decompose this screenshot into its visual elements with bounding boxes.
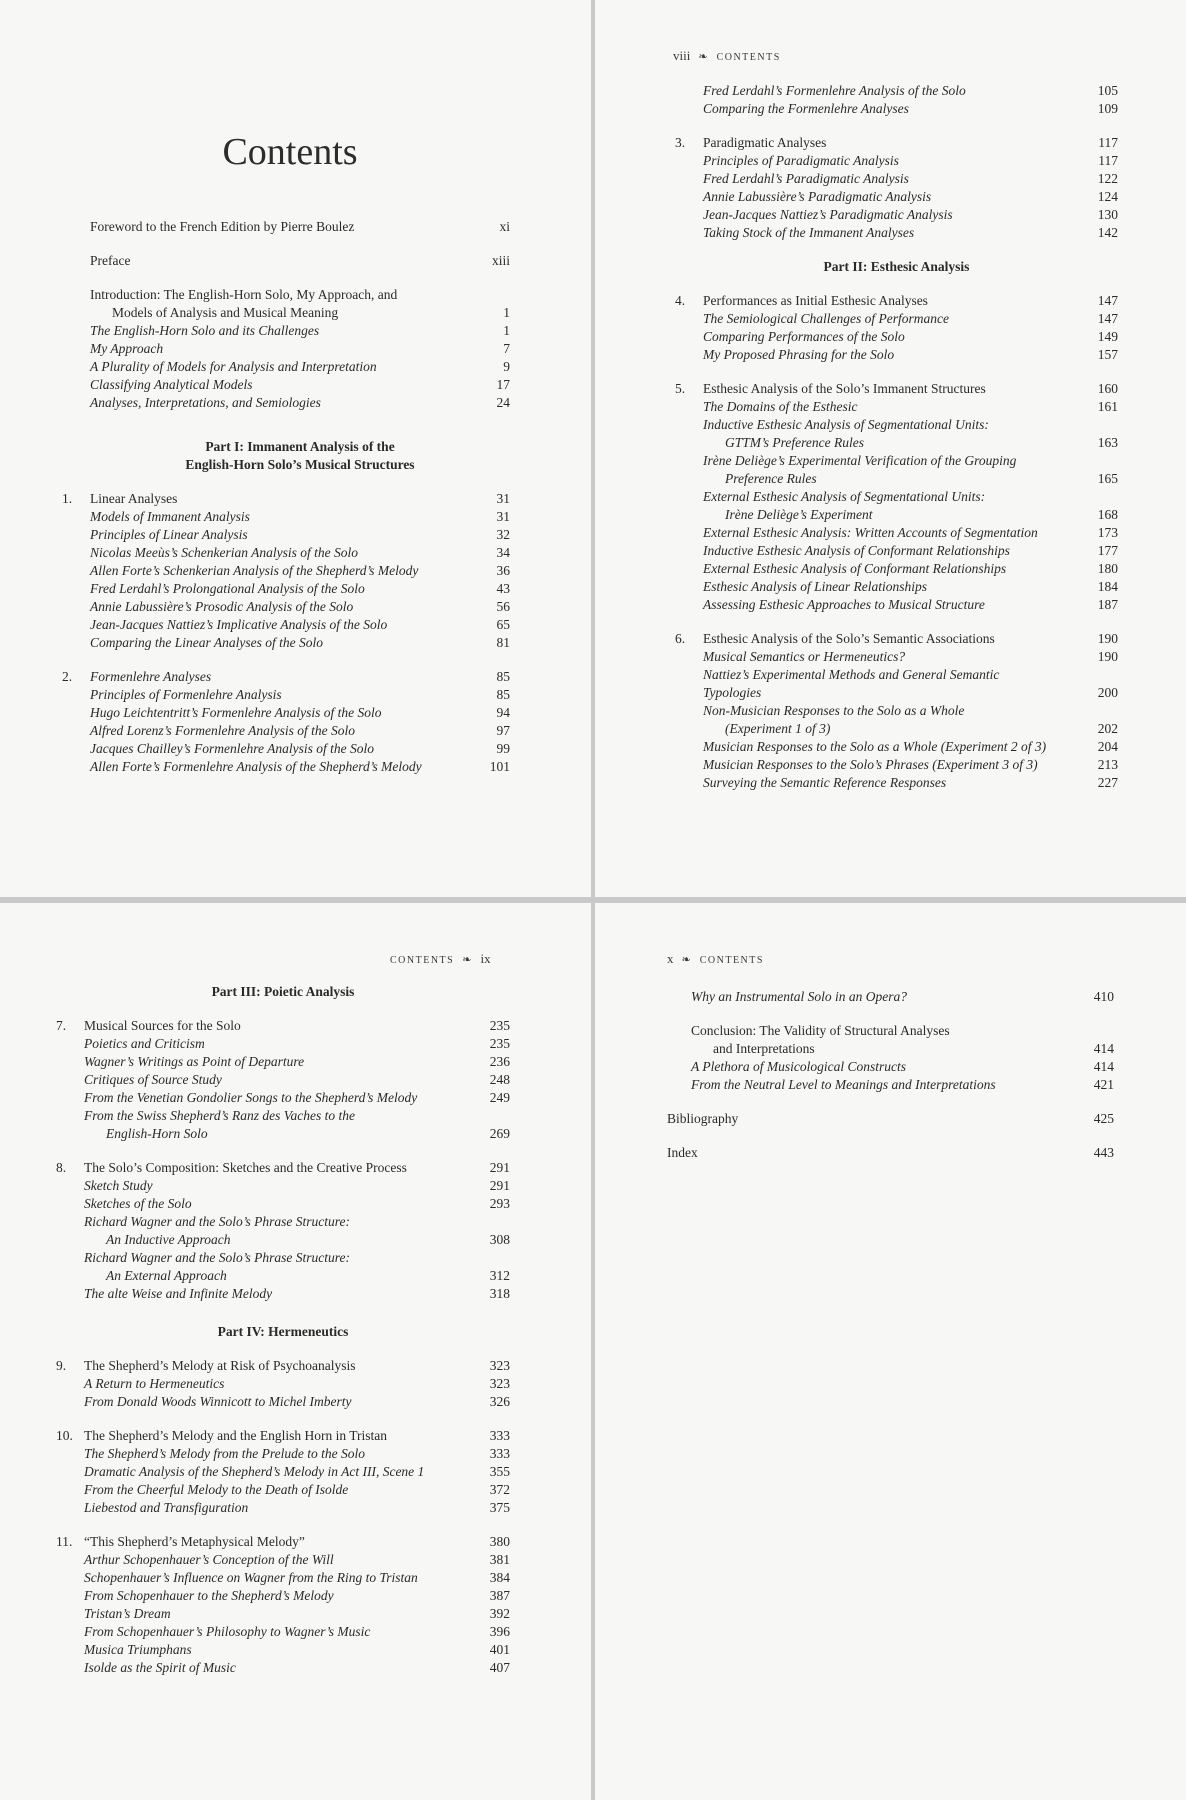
running-header xyxy=(390,951,491,967)
toc-page-2 xyxy=(595,0,1186,897)
toc-entry-chapter[interactable]: 2. Formenlehre Analyses 85 xyxy=(62,669,510,684)
fleuron-icon: ❧ xyxy=(681,954,692,966)
front-matter xyxy=(90,218,510,474)
toc-subentry[interactable]: Poietics and Criticism 235 xyxy=(84,1036,510,1051)
toc-subentry[interactable]: A Plethora of Musicological Constructs 414 xyxy=(691,1059,1114,1074)
toc-subentry[interactable]: Isolde as the Spirit of Music 407 xyxy=(84,1660,510,1675)
toc-subentry[interactable]: From the Venetian Gondolier Songs to the Shepherd’s Melody 249 xyxy=(84,1090,510,1105)
fleuron-icon: ❧ xyxy=(698,51,709,63)
toc-subentry[interactable]: Esthesic Analysis of Linear Relationships 184 xyxy=(703,579,1118,594)
toc-subentry[interactable]: Critiques of Source Study 248 xyxy=(84,1072,510,1087)
toc-subentry[interactable]: Irène Deliège’s Experimental Verification of the Grouping Preference Rules 165 xyxy=(703,453,1118,486)
toc-entry-chapter[interactable]: 7. Musical Sources for the Solo 235 xyxy=(56,1018,510,1033)
toc-subentry[interactable]: Taking Stock of the Immanent Analyses 142 xyxy=(703,225,1118,240)
chapter-1 xyxy=(62,490,510,776)
toc-entry-chapter[interactable]: 6. Esthesic Analysis of the Solo’s Semantic Associations 190 xyxy=(675,631,1118,646)
toc-subentry[interactable]: Fred Lerdahl’s Formenlehre Analysis of the Solo 105 xyxy=(703,83,1118,98)
toc-entry-conclusion[interactable]: Conclusion: The Validity of Structural Analyses and Interpretations 414 xyxy=(691,1023,1114,1056)
toc-subentry[interactable]: Classifying Analytical Models 17 xyxy=(90,377,510,392)
part-heading: Part III: Poietic Analysis xyxy=(211,984,355,999)
toc-subentry[interactable]: Arthur Schopenhauer’s Conception of the Will 381 xyxy=(84,1552,510,1567)
toc-subentry[interactable]: Dramatic Analysis of the Shepherd’s Melody in Act III, Scene 1 355 xyxy=(84,1464,510,1479)
part-heading: Part II: Esthesic Analysis xyxy=(823,259,970,274)
toc-subentry[interactable]: Musician Responses to the Solo as a Whole (Experiment 2 of 3) 204 xyxy=(703,739,1118,754)
part-heading: Part I: Immanent Analysis of the English-Horn Solo’s Musical Structures xyxy=(185,439,415,472)
running-title: CONTENTS xyxy=(716,52,781,63)
page-number: ix xyxy=(480,951,491,966)
toc-entry-foreword[interactable]: Foreword to the French Edition by Pierre Boulez xi xyxy=(90,219,510,234)
toc-subentry[interactable]: External Esthesic Analysis of Segmentational Units: Irène Deliège’s Experiment 168 xyxy=(703,489,1118,522)
page-number: viii xyxy=(673,48,691,63)
toc-subentry[interactable]: Allen Forte’s Schenkerian Analysis of the Shepherd’s Melody 36 xyxy=(90,563,510,578)
toc-subentry[interactable]: Musica Triumphans 401 xyxy=(84,1642,510,1657)
toc-page-3 xyxy=(0,903,591,1800)
toc-page-1 xyxy=(0,0,591,897)
toc-subentry[interactable]: Nattiez’s Experimental Methods and General Semantic Typologies 200 xyxy=(703,667,1118,700)
toc-entry-chapter[interactable]: 10. The Shepherd’s Melody and the English Horn in Tristan 333 xyxy=(56,1428,510,1443)
toc-subentry[interactable]: Comparing the Linear Analyses of the Solo 81 xyxy=(90,635,510,650)
toc-entry-chapter[interactable]: 4. Performances as Initial Esthesic Analyses 147 xyxy=(675,293,1118,308)
toc-subentry[interactable]: Richard Wagner and the Solo’s Phrase Structure: An Inductive Approach 308 xyxy=(84,1214,510,1247)
toc-subentry[interactable]: The Semiological Challenges of Performance 147 xyxy=(703,311,1118,326)
toc-subentry[interactable]: Inductive Esthesic Analysis of Segmentational Units: GTTM’s Preference Rules 163 xyxy=(703,417,1118,450)
intro-section xyxy=(90,286,510,412)
toc-entry-chapter[interactable]: 5. Esthesic Analysis of the Solo’s Immanent Structures 160 xyxy=(675,381,1118,396)
toc-subentry[interactable]: Inductive Esthesic Analysis of Conformant Relationships 177 xyxy=(703,543,1118,558)
toc-entry-bibliography[interactable]: Bibliography 425 xyxy=(667,1111,1114,1126)
toc-page-4 xyxy=(595,903,1186,1800)
toc-subentry[interactable]: Models of Immanent Analysis 31 xyxy=(90,509,510,524)
toc-subentry[interactable]: Nicolas Meeùs’s Schenkerian Analysis of the Solo 34 xyxy=(90,545,510,560)
toc-subentry[interactable]: Fred Lerdahl’s Paradigmatic Analysis 122 xyxy=(703,171,1118,186)
toc-entry-preface[interactable]: Preface xiii xyxy=(90,253,510,268)
toc-subentry[interactable]: My Approach 7 xyxy=(90,341,510,356)
toc-subentry[interactable]: Musical Semantics or Hermeneutics? 190 xyxy=(703,649,1118,664)
toc-subentry[interactable]: Assessing Esthesic Approaches to Musical Structure 187 xyxy=(703,597,1118,612)
toc-subentry[interactable]: From Schopenhauer’s Philosophy to Wagner’s Music 396 xyxy=(84,1624,510,1639)
toc-subentry[interactable]: Principles of Paradigmatic Analysis 117 xyxy=(703,153,1118,168)
toc-subentry[interactable]: A Return to Hermeneutics 323 xyxy=(84,1376,510,1391)
toc-subentry[interactable]: A Plurality of Models for Analysis and Interpretation 9 xyxy=(90,359,510,374)
toc-subentry[interactable]: Analyses, Interpretations, and Semiologies 24 xyxy=(90,395,510,410)
toc-entry-index[interactable]: Index 443 xyxy=(667,1145,1114,1160)
toc-block xyxy=(56,983,510,1677)
toc-subentry[interactable]: The Shepherd’s Melody from the Prelude to the Solo 333 xyxy=(84,1446,510,1461)
toc-subentry[interactable]: Principles of Linear Analysis 32 xyxy=(90,527,510,542)
contents-title: Contents xyxy=(222,131,358,173)
toc-subentry[interactable]: Jean-Jacques Nattiez’s Implicative Analysis of the Solo 65 xyxy=(90,617,510,632)
toc-subentry[interactable]: The Domains of the Esthesic 161 xyxy=(703,399,1118,414)
part-heading: Part IV: Hermeneutics xyxy=(217,1324,349,1339)
toc-entry-introduction[interactable]: Introduction: The English-Horn Solo, My Approach, and Models of Analysis and Musical Meaning 1 xyxy=(90,287,510,320)
toc-subentry[interactable]: The English-Horn Solo and its Challenges 1 xyxy=(90,323,510,338)
toc-subentry[interactable]: Hugo Leichtentritt’s Formenlehre Analysis of the Solo 94 xyxy=(90,705,510,720)
toc-subentry[interactable]: Wagner’s Writings as Point of Departure 236 xyxy=(84,1054,510,1069)
toc-subentry[interactable]: Allen Forte’s Formenlehre Analysis of the Shepherd’s Melody 101 xyxy=(90,759,510,774)
toc-entry-chapter[interactable]: 1. Linear Analyses 31 xyxy=(62,491,510,506)
running-title: CONTENTS xyxy=(390,955,455,966)
toc-subentry[interactable]: Liebestod and Transfiguration 375 xyxy=(84,1500,510,1515)
running-header xyxy=(667,951,764,967)
toc-subentry[interactable]: Musician Responses to the Solo’s Phrases (Experiment 3 of 3) 213 xyxy=(703,757,1118,772)
toc-entry-chapter[interactable]: 3. Paradigmatic Analyses 117 xyxy=(675,135,1118,150)
toc-subentry[interactable]: From the Neutral Level to Meanings and Interpretations 421 xyxy=(691,1077,1114,1092)
toc-subentry[interactable]: Richard Wagner and the Solo’s Phrase Structure: An External Approach 312 xyxy=(84,1250,510,1283)
toc-subentry[interactable]: Tristan’s Dream 392 xyxy=(84,1606,510,1621)
toc-subentry[interactable]: Annie Labussière’s Paradigmatic Analysis 124 xyxy=(703,189,1118,204)
toc-entry-chapter[interactable]: 11. “This Shepherd’s Metaphysical Melody” 380 xyxy=(56,1534,510,1549)
toc-subentry[interactable]: Why an Instrumental Solo in an Opera? 410 xyxy=(691,989,1114,1004)
toc-subentry[interactable]: Schopenhauer’s Influence on Wagner from the Ring to Tristan 384 xyxy=(84,1570,510,1585)
page-number: x xyxy=(667,951,674,966)
toc-subentry[interactable]: Comparing the Formenlehre Analyses 109 xyxy=(703,101,1118,116)
toc-subentry[interactable]: From Schopenhauer to the Shepherd’s Melody 387 xyxy=(84,1588,510,1603)
toc-subentry[interactable]: Fred Lerdahl’s Prolongational Analysis of the Solo 43 xyxy=(90,581,510,596)
toc-subentry[interactable]: Annie Labussière’s Prosodic Analysis of the Solo 56 xyxy=(90,599,510,614)
toc-entry-chapter[interactable]: 9. The Shepherd’s Melody at Risk of Psychoanalysis 323 xyxy=(56,1358,510,1373)
toc-subentry[interactable]: Alfred Lorenz’s Formenlehre Analysis of the Solo 97 xyxy=(90,723,510,738)
toc-block xyxy=(675,82,1118,792)
toc-subentry[interactable]: From the Swiss Shepherd’s Ranz des Vaches to the English-Horn Solo 269 xyxy=(84,1108,510,1141)
toc-subentry[interactable]: Sketch Study 291 xyxy=(84,1178,510,1193)
toc-subentry[interactable]: Jean-Jacques Nattiez’s Paradigmatic Analysis 130 xyxy=(703,207,1118,222)
toc-entry-chapter[interactable]: 8. The Solo’s Composition: Sketches and the Creative Process 291 xyxy=(56,1160,510,1175)
toc-subentry[interactable]: Principles of Formenlehre Analysis 85 xyxy=(90,687,510,702)
toc-subentry[interactable]: Non-Musician Responses to the Solo as a Whole (Experiment 1 of 3) 202 xyxy=(703,703,1118,736)
toc-subentry[interactable]: From Donald Woods Winnicott to Michel Imberty 326 xyxy=(84,1394,510,1409)
toc-subentry[interactable]: Jacques Chailley’s Formenlehre Analysis of the Solo 99 xyxy=(90,741,510,756)
running-header xyxy=(673,48,781,64)
fleuron-icon: ❧ xyxy=(462,954,473,966)
running-title: CONTENTS xyxy=(699,955,764,966)
toc-subentry[interactable]: From the Cheerful Melody to the Death of Isolde 372 xyxy=(84,1482,510,1497)
toc-subentry[interactable]: External Esthesic Analysis: Written Accounts of Segmentation 173 xyxy=(703,525,1118,540)
toc-subentry[interactable]: Comparing Performances of the Solo 149 xyxy=(703,329,1118,344)
toc-subentry[interactable]: The alte Weise and Infinite Melody 318 xyxy=(84,1286,510,1301)
toc-block xyxy=(667,988,1114,1162)
toc-subentry[interactable]: External Esthesic Analysis of Conformant Relationships 180 xyxy=(703,561,1118,576)
toc-subentry[interactable]: Sketches of the Solo 293 xyxy=(84,1196,510,1211)
toc-subentry[interactable]: Surveying the Semantic Reference Responses 227 xyxy=(703,775,1118,790)
toc-subentry[interactable]: My Proposed Phrasing for the Solo 157 xyxy=(703,347,1118,362)
